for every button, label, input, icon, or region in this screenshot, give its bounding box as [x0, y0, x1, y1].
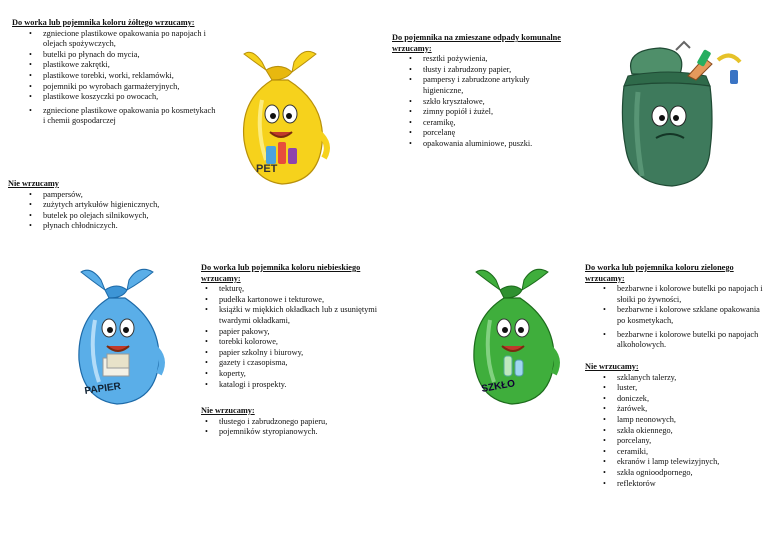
list-item: • pudełka kartonowe i tekturowe, [219, 295, 381, 306]
list-item: • szkła ognioodpornego, [617, 468, 765, 479]
list-item: • książki w miękkich okładkach lub z usuniętymi twardymi okładkami, [219, 305, 381, 326]
blue-bag-illustration [65, 262, 175, 412]
yellow-not-heading: Nie wrzucamy [8, 179, 59, 188]
list-item: • pojemników styropianowych. [219, 427, 381, 438]
yellow-heading: Do worka lub pojemnika koloru żółtego wrzucamy: [12, 18, 195, 27]
green-heading: Do worka lub pojemnika koloru zielonego wrzucamy: [585, 263, 734, 283]
yellow-section [12, 18, 217, 127]
yellow-not-list [5, 190, 220, 232]
blue-not-heading: Nie wrzucamy: [201, 406, 255, 415]
list-item: • szkła okiennego, [617, 426, 765, 437]
list-item: • zużytych artykułów higienicznych, [43, 200, 220, 211]
list-item: • torebki kolorowe, [219, 337, 381, 348]
list-item: • lamp neonowych, [617, 415, 765, 426]
green-bag-label: SZKŁO [480, 378, 516, 395]
green-list [585, 284, 765, 351]
list-item: • ceramikę, [423, 118, 567, 129]
mixed-list [392, 54, 567, 149]
list-item: • butelek po olejach silnikowych, [43, 211, 220, 222]
trash-bin-illustration [580, 40, 760, 190]
blue-not-section [201, 406, 381, 438]
list-item: • butelki po płynach do mycia, [43, 50, 217, 61]
list-item: • zgniecione plastikowe opakowania po kosmetykach i chemii gospodarczej [43, 106, 217, 127]
list-item: • gazety i czasopisma, [219, 358, 381, 369]
mixed-heading: Do pojemnika na zmieszane odpady komunalne wrzucamy: [392, 33, 561, 53]
list-item: • ceramiki, [617, 447, 765, 458]
list-item: • plastikowe koszyczki po owocach, [43, 92, 217, 103]
list-item: • zgniecione plastikowe opakowania po napojach i olejach spożywczych, [43, 29, 217, 50]
green-section [585, 263, 765, 351]
list-item: • plastikowe torebki, worki, reklamówki, [43, 71, 217, 82]
yellow-not-section [5, 179, 220, 232]
list-item: • płynach chłodniczych. [43, 221, 220, 232]
list-item: • pampersów, [43, 190, 220, 201]
green-not-heading: Nie wrzucamy: [585, 362, 639, 371]
list-item: • luster, [617, 383, 765, 394]
list-item: • szklanych talerzy, [617, 373, 765, 384]
blue-not-list [201, 417, 381, 438]
list-item: • papier szkolny i biurowy, [219, 348, 381, 359]
green-bag-illustration [460, 262, 570, 412]
list-item: • opakowania aluminiowe, puszki. [423, 139, 567, 150]
mixed-section [392, 33, 567, 150]
list-item: • doniczek, [617, 394, 765, 405]
green-not-section [585, 362, 765, 489]
list-item: • tłusty i zabrudzony papier, [423, 65, 567, 76]
list-item: • koperty, [219, 369, 381, 380]
list-item: • tekturę, [219, 284, 381, 295]
list-item: • bezbarwne i kolorowe szklane opakowania po kosmetykach, [617, 305, 765, 326]
list-item: • bezbarwne i kolorowe butelki po napojach alkoholowych. [617, 330, 765, 351]
list-item: • katalogi i prospekty. [219, 380, 381, 391]
list-item: • pojemniki po wyrobach garmażeryjnych, [43, 82, 217, 93]
yellow-bag-label: PET [256, 163, 278, 175]
blue-list [201, 284, 381, 390]
list-item: • tłustego i zabrudzonego papieru, [219, 417, 381, 428]
list-item: • resztki pożywienia, [423, 54, 567, 65]
list-item: • szkło kryształowe, [423, 97, 567, 108]
list-item: • plastikowe zakrętki, [43, 60, 217, 71]
blue-heading: Do worka lub pojemnika koloru niebieskiego wrzucamy: [201, 263, 361, 283]
list-item: • ekranów i lamp telewizyjnych, [617, 457, 765, 468]
green-not-list [585, 373, 765, 490]
yellow-list [12, 29, 217, 127]
list-item: • porcelanę [423, 128, 567, 139]
list-item: • papier pakowy, [219, 327, 381, 338]
yellow-bag-illustration [222, 40, 342, 190]
list-item: • bezbarwne i kolorowe butelki po napojach i słoiki po żywności, [617, 284, 765, 305]
list-item: • zimny popiół i żużel, [423, 107, 567, 118]
blue-section [201, 263, 381, 390]
list-item: • reflektorów [617, 479, 765, 490]
blue-bag-label: PAPIER [83, 380, 122, 397]
list-item: • żarówek, [617, 404, 765, 415]
list-item: • pampersy i zabrudzone artykuły higieniczne, [423, 75, 567, 96]
list-item: • porcelany, [617, 436, 765, 447]
